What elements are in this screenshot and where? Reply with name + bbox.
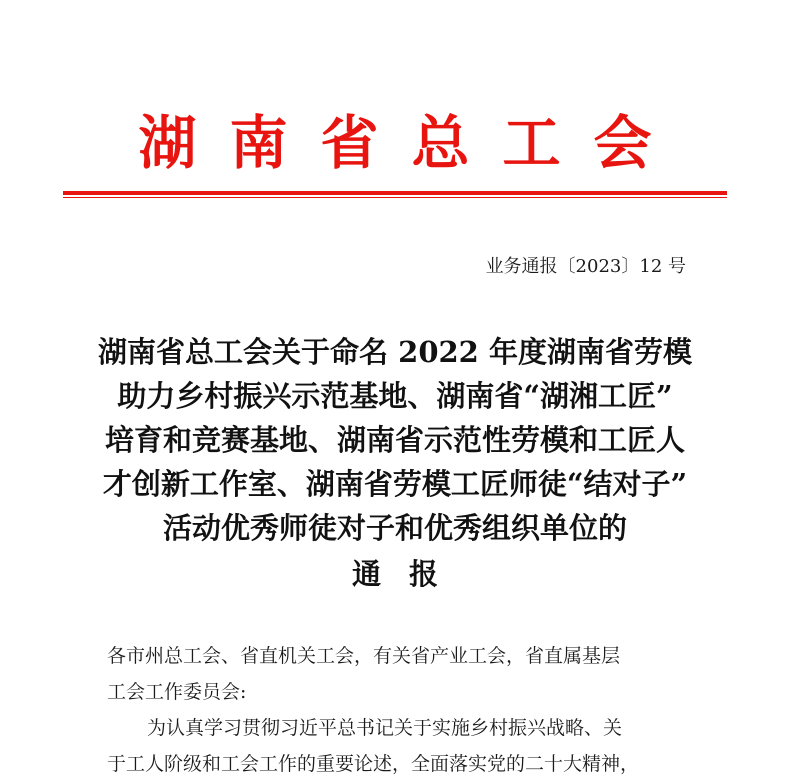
document-heading	[90, 330, 700, 596]
body-line: 各市州总工会、省直机关工会，有关省产业工会，省直属基层	[107, 645, 621, 667]
heading-line: 活动优秀师徒对子和优秀组织单位的	[162, 511, 627, 545]
body-line: 为认真学习贯彻习近平总书记关于实施乡村振兴战略、关	[147, 717, 623, 739]
header-rule-thick	[63, 191, 727, 195]
heading-line: 培育和竞赛基地、湖南省示范性劳模和工匠人	[104, 423, 685, 457]
body-line: 工会工作委员会:	[107, 681, 247, 703]
heading-line: 湖南省总工会关于命名 2022 年度湖南省劳模	[98, 335, 692, 369]
heading-line: 助力乡村振兴示范基地、湖南省“湖湘工匠”	[117, 379, 673, 413]
heading-line: 才创新工作室、湖南省劳模工匠师徒“结对子”	[102, 467, 688, 501]
heading-notice-word: 通报	[351, 557, 466, 591]
org-title: 湖南省总工会	[138, 109, 685, 177]
header-rule-thin	[63, 197, 727, 198]
body-text	[107, 638, 691, 777]
doc-number: 业务通报〔2023〕12 号	[485, 256, 686, 277]
body-line: 于工人阶级和工会工作的重要论述，全面落实党的二十大精神，	[107, 753, 640, 775]
